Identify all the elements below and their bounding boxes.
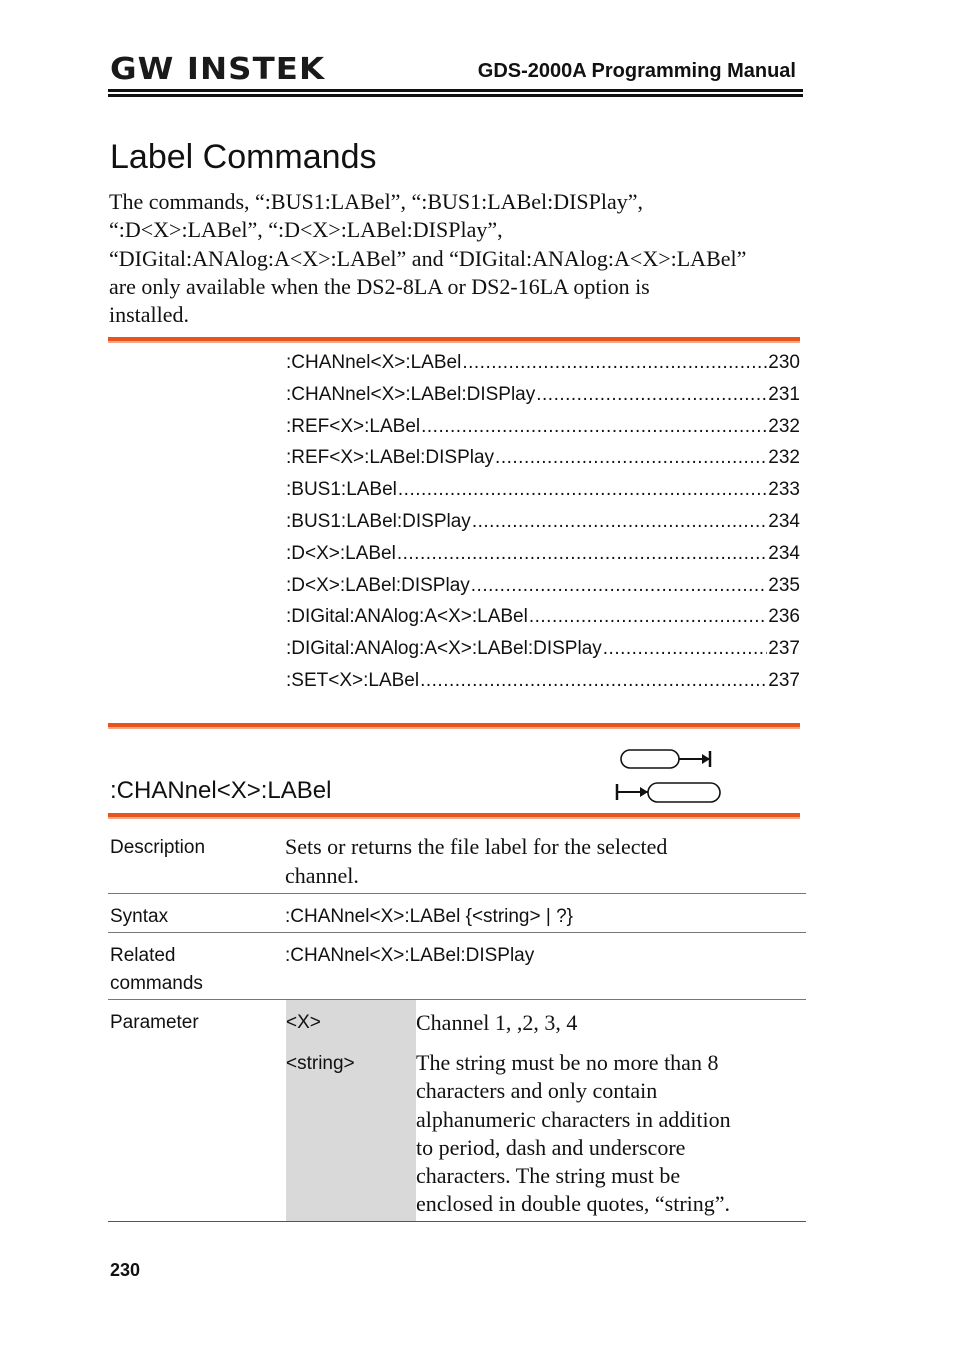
parameter-name: <string> xyxy=(286,1053,355,1074)
toc-leader xyxy=(495,447,767,469)
toc-leader xyxy=(462,352,767,374)
table-rule xyxy=(108,932,806,933)
table-rule xyxy=(108,1221,806,1222)
toc-leader xyxy=(421,416,767,438)
toc-entry-label: :CHANnel<X>:LABel:DISPlay xyxy=(286,383,536,405)
section-divider xyxy=(108,723,800,727)
parameter-description-line: to period, dash and underscore xyxy=(416,1134,686,1160)
toc-entry-page: 236 xyxy=(768,606,800,628)
toc-leader xyxy=(529,606,767,628)
toc-entry[interactable] xyxy=(286,447,800,479)
related-label xyxy=(110,942,203,998)
related-label-line: Related xyxy=(110,945,176,966)
parameter-description xyxy=(416,1009,806,1037)
intro-line: The commands, “:BUS1:LABel”, “:BUS1:LABel:DISPlay”, xyxy=(109,189,644,214)
toc-entry[interactable] xyxy=(286,575,800,607)
syntax-text: :CHANnel<X>:LABel {<string> | ?} xyxy=(285,906,573,927)
toc-entry-label: :DIGital:ANAlog:A<X>:LABel:DISPlay xyxy=(286,638,602,660)
section-divider xyxy=(108,813,800,817)
query-command-icon xyxy=(615,780,725,806)
header-rule xyxy=(108,89,803,92)
section-divider xyxy=(108,337,800,341)
toc-entry[interactable] xyxy=(286,384,800,416)
description-line: Sets or returns the file label for the selected xyxy=(285,834,668,859)
command-title: :CHANnel<X>:LABel xyxy=(110,777,332,804)
toc-entry-label: :REF<X>:LABel xyxy=(286,415,421,437)
toc-leader xyxy=(472,511,767,533)
parameter-name: <X> xyxy=(286,1012,321,1033)
page-number: 230 xyxy=(110,1260,141,1280)
description-line: channel. xyxy=(285,862,359,888)
toc-leader xyxy=(420,670,767,692)
intro-line: “DIGital:ANAlog:A<X>:LABel” and “DIGital:ANAlog:A<X>:LABel” xyxy=(109,245,747,271)
toc-entry-label: :D<X>:LABel:DISPlay xyxy=(286,574,470,596)
toc-entry-label: :DIGital:ANAlog:A<X>:LABel xyxy=(286,606,528,628)
table-rule xyxy=(108,999,806,1000)
toc-leader xyxy=(536,384,767,406)
related-command: :CHANnel<X>:LABel:DISPlay xyxy=(285,945,535,966)
syntax-label: Syntax xyxy=(110,906,169,927)
toc-entry-page: 231 xyxy=(768,383,800,405)
toc-entry-page: 237 xyxy=(768,669,800,691)
toc-entry-page: 234 xyxy=(768,542,800,564)
toc-entry[interactable] xyxy=(286,352,800,384)
toc-entry-page: 232 xyxy=(768,415,800,437)
toc-entry[interactable] xyxy=(286,479,800,511)
parameter-label: Parameter xyxy=(110,1012,199,1033)
command-index xyxy=(286,352,800,702)
toc-entry-label: :BUS1:LABel xyxy=(286,479,397,501)
toc-entry-label: :REF<X>:LABel:DISPlay xyxy=(286,447,495,469)
toc-entry-label: :BUS1:LABel:DISPlay xyxy=(286,510,471,532)
toc-entry[interactable] xyxy=(286,511,800,543)
section-title: Label Commands xyxy=(110,138,377,176)
description-label: Description xyxy=(110,837,206,858)
toc-entry-page: 233 xyxy=(768,479,800,501)
parameter-description-line: alphanumeric characters in addition xyxy=(416,1106,731,1132)
table-rule xyxy=(108,893,806,894)
intro-line: installed. xyxy=(109,302,190,328)
toc-entry-page: 232 xyxy=(768,447,800,469)
toc-entry-label: :SET<X>:LABel xyxy=(286,669,420,691)
toc-entry[interactable] xyxy=(286,543,800,575)
toc-entry[interactable] xyxy=(286,416,800,448)
toc-entry[interactable] xyxy=(286,606,800,638)
header-rule xyxy=(108,94,803,97)
parameter-description-line: Channel 1, ,2, 3, 4 xyxy=(416,1010,578,1035)
toc-leader xyxy=(398,479,767,501)
toc-leader xyxy=(397,543,767,565)
toc-entry-label: :CHANnel<X>:LABel xyxy=(286,352,462,373)
toc-entry-page: 237 xyxy=(768,638,800,660)
toc-entry-label: :D<X>:LABel xyxy=(286,542,396,564)
toc-leader xyxy=(603,638,768,660)
parameter-description-line: The string must be no more than 8 xyxy=(416,1050,719,1075)
description-text xyxy=(285,833,667,890)
parameter-description-line: enclosed in double quotes, “string”. xyxy=(416,1191,731,1217)
gw-instek-logo: GW INSTEK xyxy=(110,52,326,87)
toc-entry-page: 234 xyxy=(768,510,800,532)
parameter-description-line: characters. The string must be xyxy=(416,1163,681,1189)
toc-entry-page: 230 xyxy=(768,352,800,373)
manual-title: GDS-2000A Programming Manual xyxy=(477,60,796,82)
toc-entry-page: 235 xyxy=(768,574,800,596)
parameter-description xyxy=(416,1049,806,1219)
set-command-icon xyxy=(616,748,716,772)
intro-line: are only available when the DS2-8LA or DS2-16LA option is xyxy=(109,273,650,299)
toc-entry[interactable] xyxy=(286,670,800,702)
toc-leader xyxy=(471,575,768,597)
toc-entry[interactable] xyxy=(286,638,800,670)
related-label-line: commands xyxy=(110,973,203,994)
intro-line: “:D<X>:LABel”, “:D<X>:LABel:DISPlay”, xyxy=(109,217,503,243)
intro-paragraph xyxy=(109,188,814,329)
parameter-description-line: characters and only contain xyxy=(416,1078,658,1104)
